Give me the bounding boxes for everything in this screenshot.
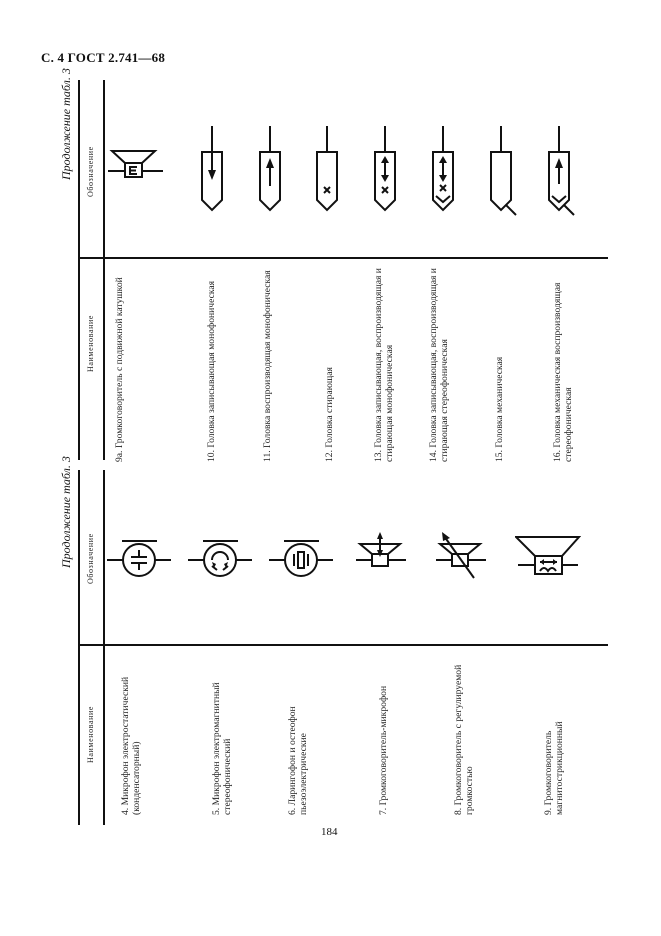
lower-table-header-divider [78, 644, 608, 646]
upper-row-name: 16. Головка механическая воспроизводящая стереофоническая [552, 282, 574, 462]
lower-col-name-header: Наименование [86, 705, 95, 763]
loudspeaker-magnetostrictive-icon [515, 534, 581, 576]
lower-row-name: 7. Громкоговоритель-микрофон [378, 685, 389, 815]
loudspeaker-moving-coil-icon [108, 146, 164, 186]
head-mechanical-icon [487, 126, 523, 218]
loudspeaker-microphone-icon [356, 532, 406, 574]
head-rec-play-erase-stereo-icon [429, 126, 457, 214]
lower-row-name: 5. Микрофон электромагнитный стереофонический [211, 682, 233, 815]
head-erasing-icon [313, 126, 341, 214]
head-playback-mono-icon [256, 126, 284, 214]
microphone-electromagnetic-stereo-icon [188, 538, 252, 580]
upper-row-name: 15. Головка механическая [494, 356, 505, 462]
lower-row-name: 8. Громкоговоритель с регулируемой громкостью [453, 664, 475, 815]
lower-table-left-border [78, 470, 80, 825]
upper-row-name: 11. Головка воспроизводящая монофоническая [262, 270, 273, 462]
upper-row-name: 10. Головка записывающая монофоническая [206, 280, 217, 462]
upper-row-name: 13. Головка записывающая, воспроизводящая и стирающая монофоническая [373, 268, 395, 462]
page-header: С. 4 ГОСТ 2.741—68 [41, 50, 166, 65]
upper-table-caption: Продолжение табл. 3 [59, 68, 73, 180]
lower-row-name: 9. Громкоговоритель магнитострикционный [543, 721, 565, 815]
lower-table-caption: Продолжение табл. 3 [59, 456, 73, 568]
upper-row-name: 9а. Громкоговоритель с подвижной катушкой [114, 277, 125, 462]
lower-row-name: 6. Ларингофон и остеофон пьезоэлектрические [287, 706, 309, 815]
upper-row-name: 12. Головка стирающая [324, 367, 335, 462]
upper-table-column-divider [103, 80, 105, 460]
upper-row-name: 14. Головка записывающая, воспроизводящая и стирающая стереофоническая [428, 268, 450, 462]
page-number: 184 [321, 826, 338, 838]
upper-table-header-divider [78, 257, 608, 259]
head-mechanical-playback-stereo-icon [545, 126, 581, 218]
lower-col-symbol-header: Обозначение [86, 533, 95, 584]
lower-table-column-divider [103, 470, 105, 825]
head-rec-play-erase-mono-icon [371, 126, 399, 214]
loudspeaker-adjustable-volume-icon [436, 532, 488, 580]
lower-row-name: 4. Микрофон электростатический (конденсаторный) [120, 676, 142, 815]
upper-table-left-border [78, 80, 80, 460]
upper-col-name-header: Наименование [86, 314, 95, 372]
microphone-electrostatic-icon [107, 538, 171, 580]
head-recording-mono-icon [198, 126, 226, 214]
upper-col-symbol-header: Обозначение [86, 146, 95, 197]
laryngophone-piezo-icon [269, 538, 333, 580]
